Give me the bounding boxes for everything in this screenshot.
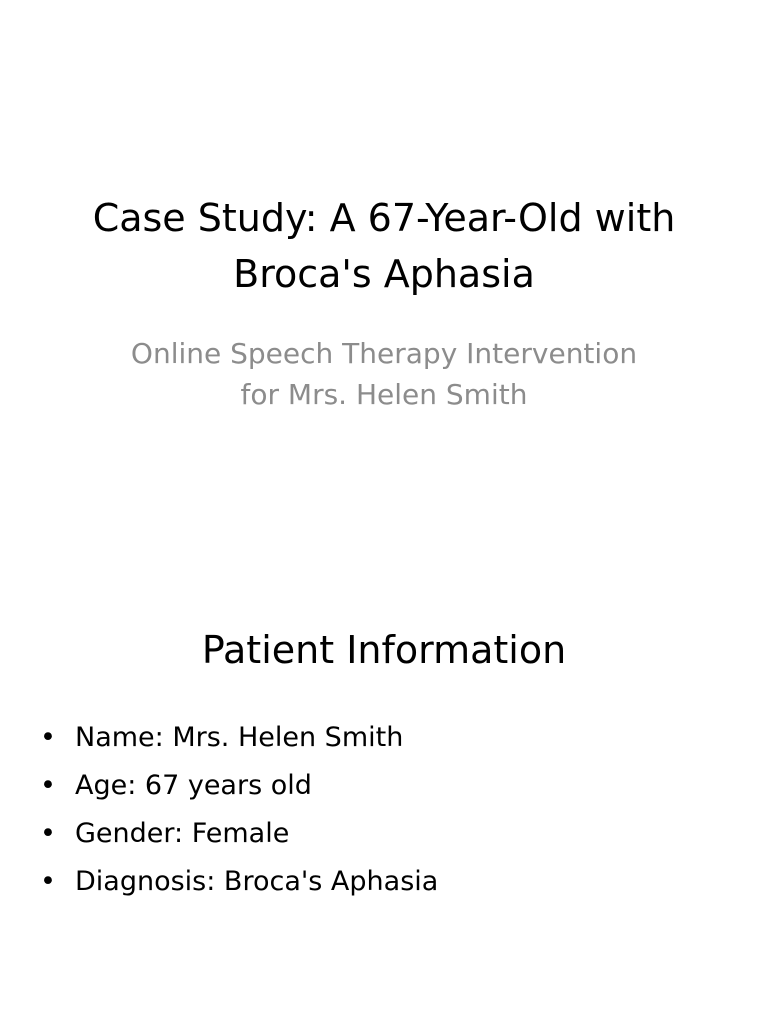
patient-info-heading: Patient Information xyxy=(201,628,567,672)
list-item-text: Age: 67 years old xyxy=(75,770,312,801)
bullet-icon: • xyxy=(40,770,56,801)
list-item xyxy=(40,714,438,762)
slide-title xyxy=(0,190,768,302)
slide-subtitle-line-2: for Mrs. Helen Smith xyxy=(240,378,528,411)
slide-subtitle-line-1: Online Speech Therapy Intervention xyxy=(130,337,638,370)
bullet-icon: • xyxy=(40,866,56,897)
list-item xyxy=(40,810,438,858)
list-item xyxy=(40,762,438,810)
list-item-text: Name: Mrs. Helen Smith xyxy=(75,722,404,753)
bullet-icon: • xyxy=(40,818,56,849)
list-item xyxy=(40,858,438,906)
slide-subtitle xyxy=(0,333,768,415)
list-item-text: Diagnosis: Broca's Aphasia xyxy=(75,866,439,897)
list-item-text: Gender: Female xyxy=(75,818,290,849)
patient-info-list xyxy=(40,714,438,906)
slide-title-line-2: Broca's Aphasia xyxy=(233,252,535,296)
bullet-icon: • xyxy=(40,722,56,753)
slide-title-line-1: Case Study: A 67-Year-Old with xyxy=(92,196,676,240)
